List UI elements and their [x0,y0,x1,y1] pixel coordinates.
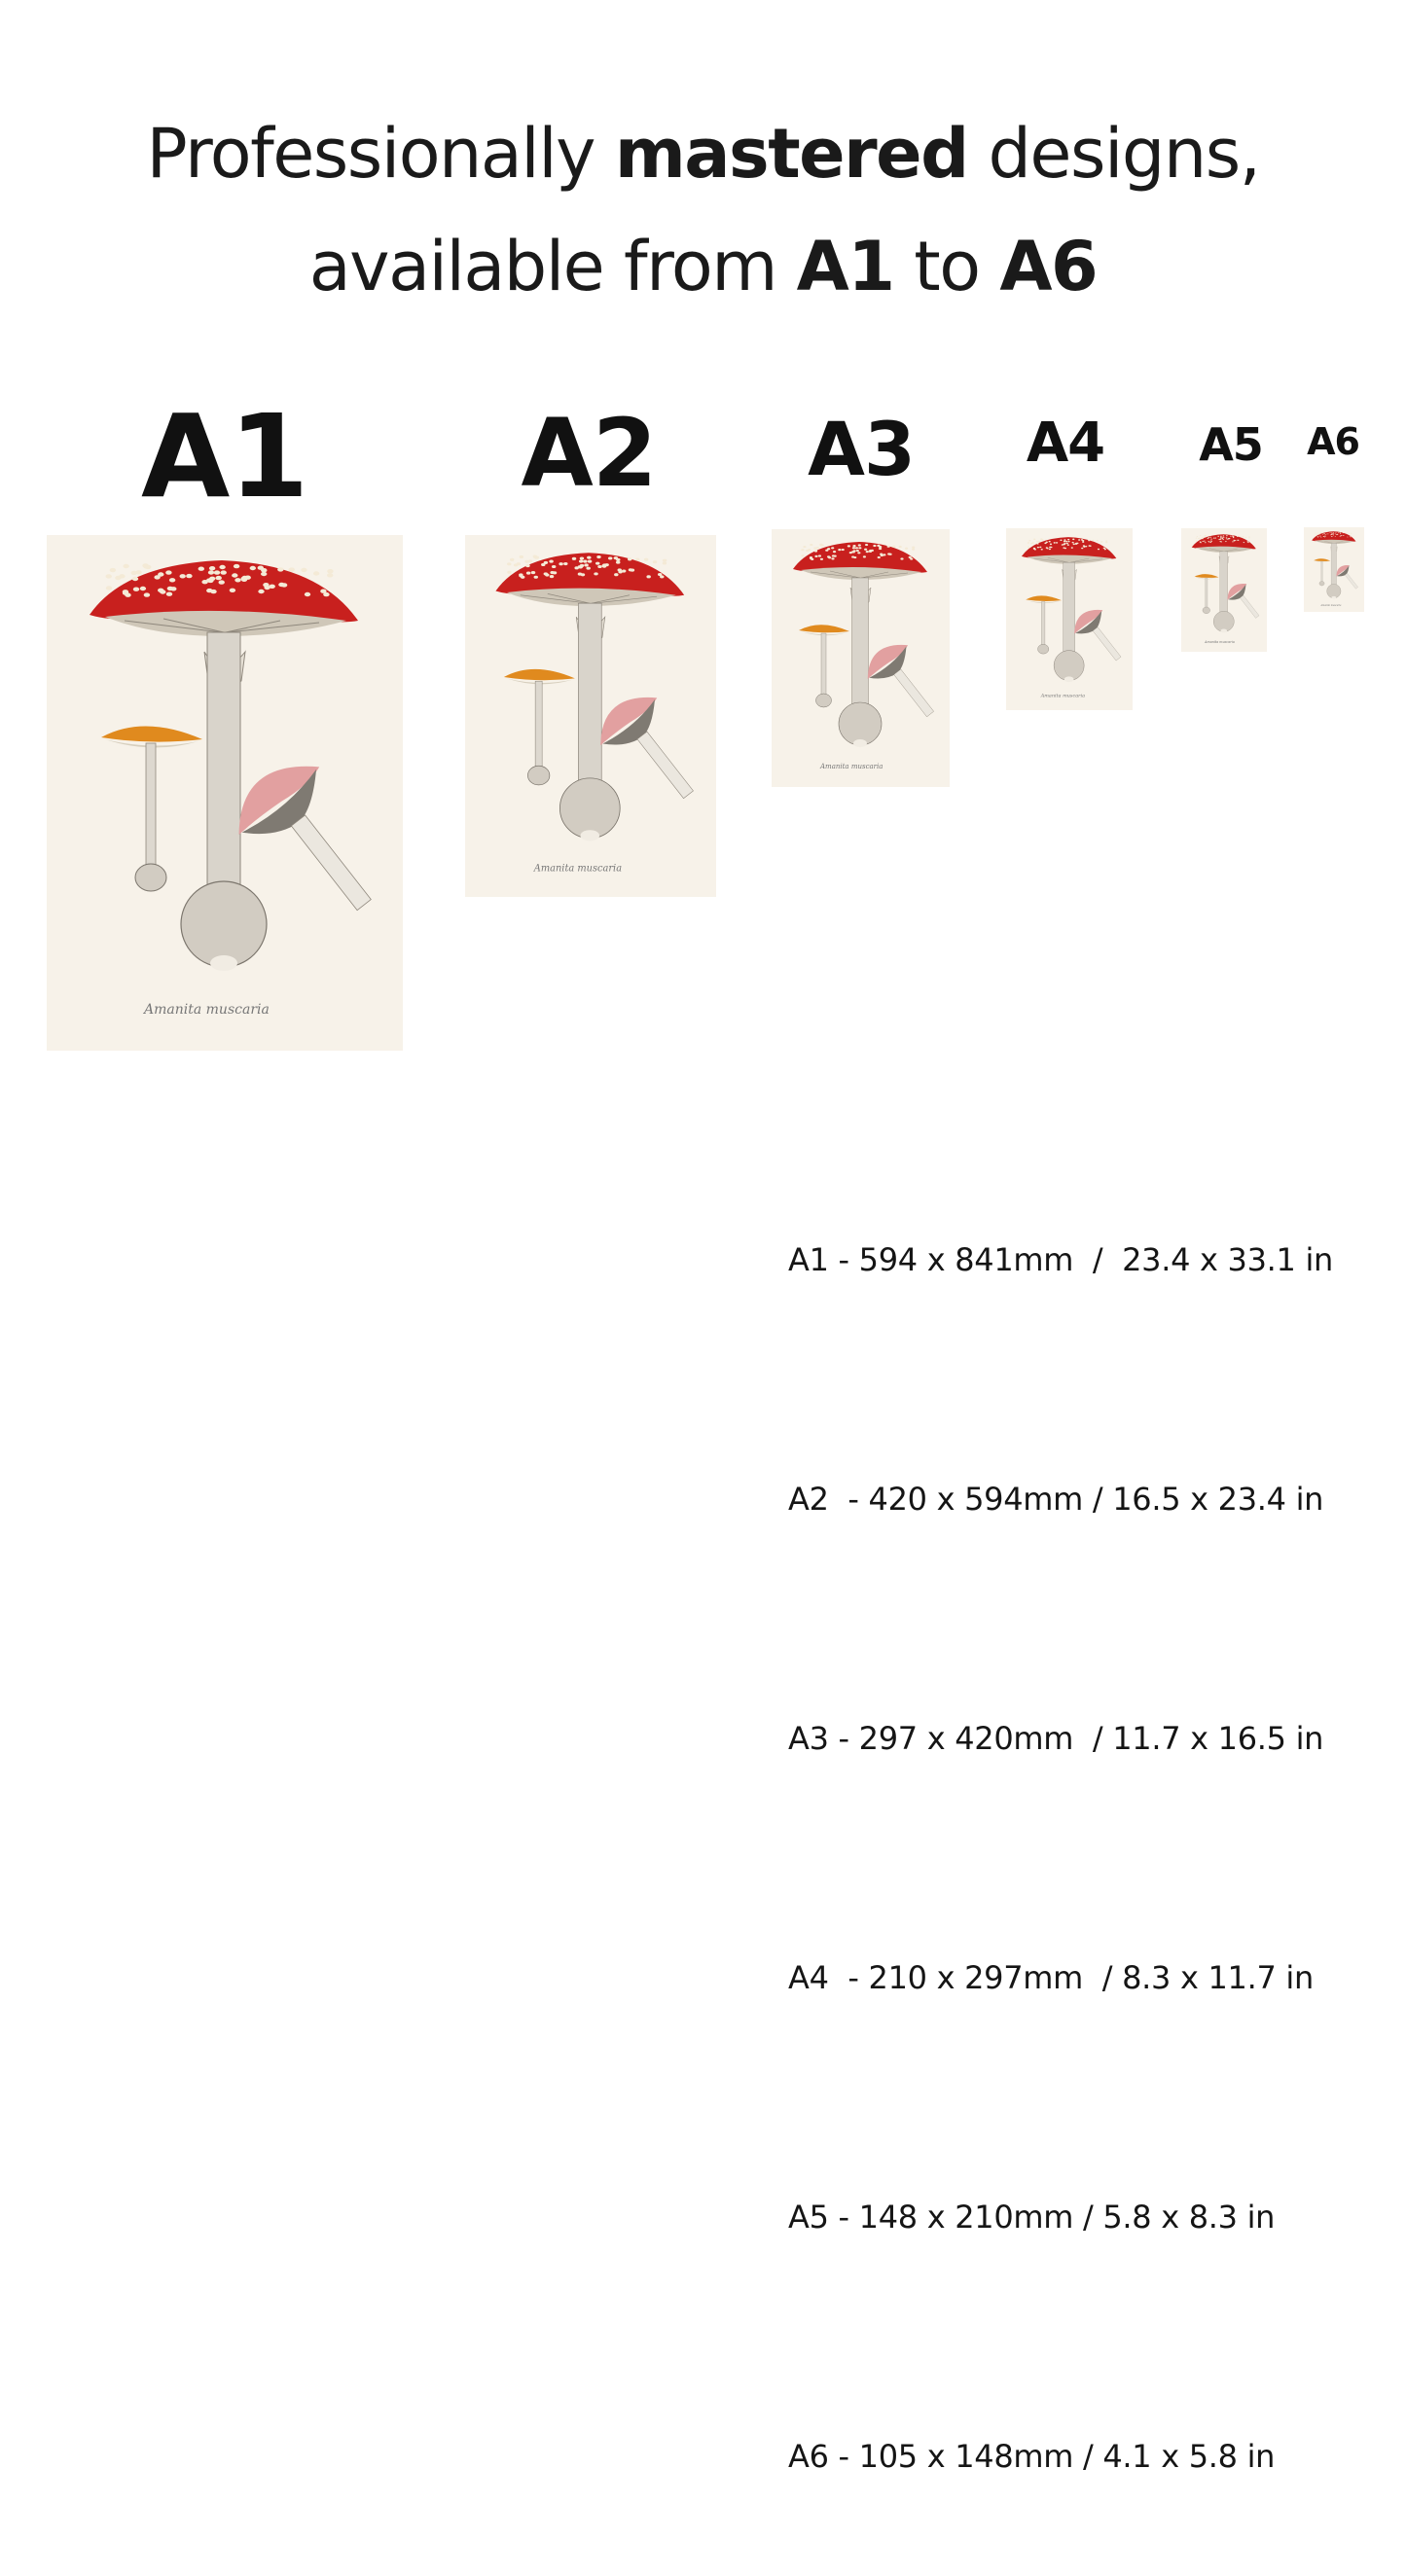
headline-line-2 [0,210,1406,323]
svg-text:Amanita muscaria: Amanita muscaria [1320,603,1342,607]
size-spec-list [788,1060,1333,2576]
mushroom-illustration [465,535,716,897]
size-spec-a6: A6 - 105 x 148mm / 4.1 x 5.8 in [788,2438,1276,2475]
headline-bold-text: mastered [614,114,968,194]
headline-line-1 [0,97,1406,210]
size-label-a1: A1 [141,389,308,523]
print-a2 [465,535,716,897]
headline-text: designs, [967,114,1260,194]
headline-bold-text: A6 [999,227,1098,306]
size-label-a6: A6 [1307,420,1359,463]
mushroom-illustration [1006,528,1133,710]
headline-bold-text: A1 [796,227,894,306]
size-label-a4: A4 [1026,411,1105,475]
svg-text:Amanita muscaria: Amanita muscaria [820,763,883,770]
print-a1 [47,535,403,1051]
size-spec-a4: A4 - 210 x 297mm / 8.3 x 11.7 in [788,1959,1314,1996]
size-spec-a1: A1 - 594 x 841mm / 23.4 x 33.1 in [788,1241,1334,1278]
size-label-a3: A3 [808,406,915,492]
print-a5 [1181,528,1267,652]
mushroom-illustration [47,535,403,1051]
svg-text:Amanita muscaria: Amanita muscaria [1205,639,1235,644]
svg-text:Amanita muscaria: Amanita muscaria [144,1002,270,1018]
mushroom-illustration [1181,528,1267,652]
size-label-a2: A2 [521,399,657,508]
svg-text:Amanita muscaria: Amanita muscaria [533,863,623,875]
headline-text: Professionally [146,114,615,194]
headline [0,97,1406,323]
size-label-a5: A5 [1199,418,1263,471]
size-spec-a5: A5 - 148 x 210mm / 5.8 x 8.3 in [788,2199,1276,2236]
print-a4 [1006,528,1133,710]
mushroom-illustration [1304,527,1364,612]
headline-text: available from [308,227,797,306]
headline-text: to [893,227,1000,306]
print-a3 [772,529,950,787]
mushroom-illustration [772,529,950,787]
svg-text:Amanita muscaria: Amanita muscaria [1040,693,1086,699]
print-a6 [1304,527,1364,612]
size-spec-a3: A3 - 297 x 420mm / 11.7 x 16.5 in [788,1720,1324,1757]
size-spec-a2: A2 - 420 x 594mm / 16.5 x 23.4 in [788,1481,1324,1518]
